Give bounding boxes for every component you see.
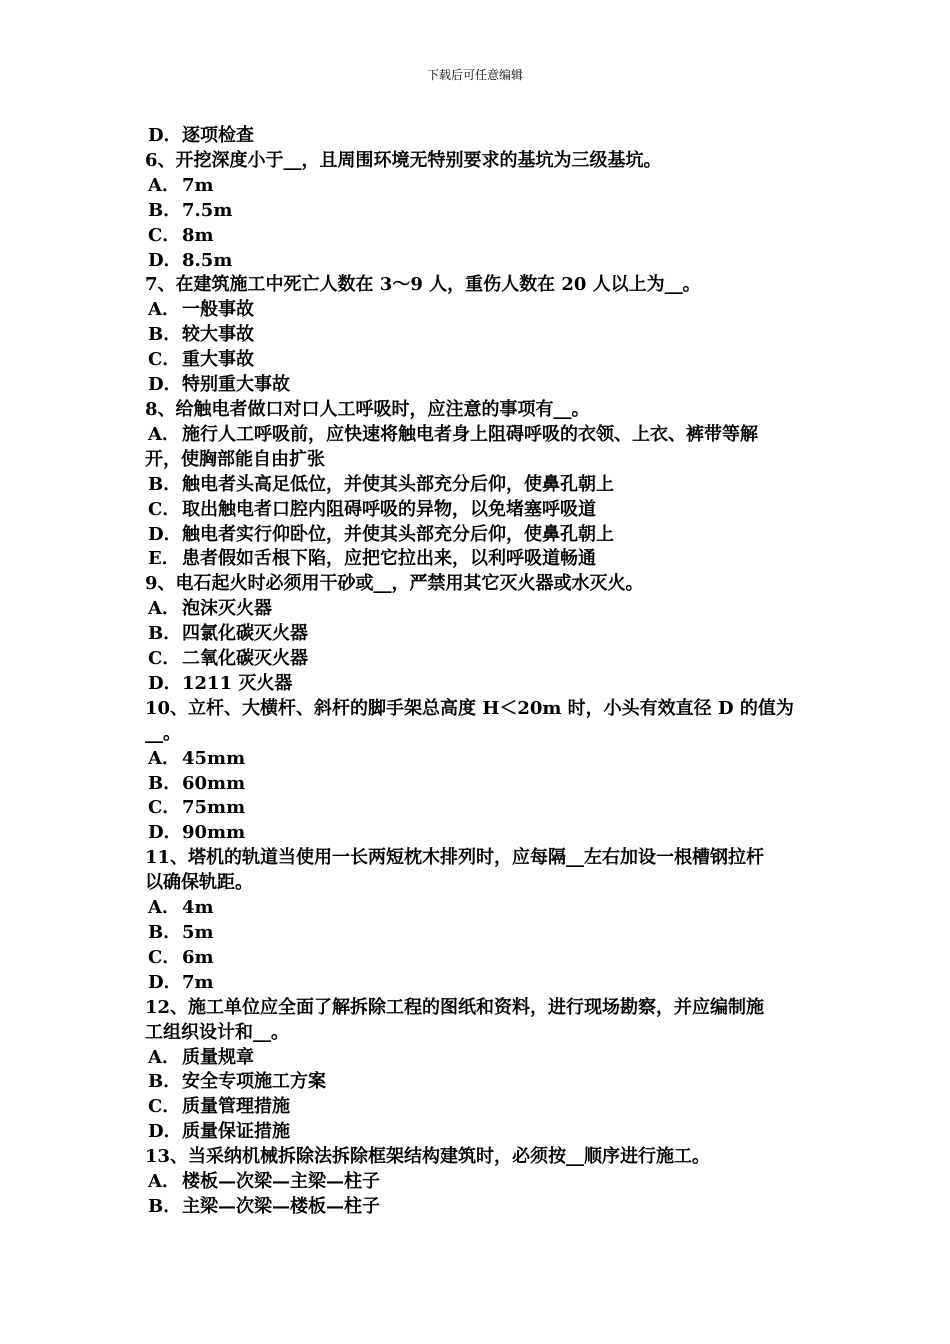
question-text <box>145 273 815 298</box>
option-text: 安全专项施工方案 <box>182 1071 326 1093</box>
option-letter: C． <box>148 349 181 371</box>
option-letter: D． <box>148 1121 182 1143</box>
option-text: 触电者头高足低位，并使其头部充分后仰，使鼻孔朝上 <box>182 473 614 495</box>
answer-option <box>145 1070 815 1095</box>
option-text: 二氧化碳灭火器 <box>182 648 308 670</box>
option-letter: A． <box>148 423 180 445</box>
answer-option <box>145 971 815 996</box>
answer-option <box>145 523 815 548</box>
question-text <box>145 149 815 174</box>
answer-option <box>145 647 815 672</box>
option-letter: C． <box>148 797 181 819</box>
option-letter: B． <box>148 199 182 221</box>
answer-option <box>145 174 815 199</box>
question-line: 8、给触电者做口对口人工呼吸时，应注意的事项有__。 <box>145 398 590 420</box>
question-text <box>145 846 815 871</box>
answer-option <box>145 1120 815 1145</box>
option-letter: B． <box>148 772 182 794</box>
answer-option <box>145 821 815 846</box>
answer-option <box>145 373 815 398</box>
option-text: 四氯化碳灭火器 <box>182 623 308 645</box>
question-line: 9、电石起火时必须用干砂或__，严禁用其它灭火器或水灭火。 <box>145 573 644 595</box>
option-text: 75mm <box>182 797 246 819</box>
question-line: 12、施工单位应全面了解拆除工程的图纸和资料，进行现场勘察，并应编制施 <box>145 996 765 1018</box>
option-letter: D． <box>148 249 182 271</box>
option-text: 特别重大事故 <box>182 374 290 396</box>
answer-option <box>145 547 815 572</box>
option-letter: B． <box>148 1195 182 1217</box>
option-text: 质量管理措施 <box>182 1096 290 1118</box>
option-text: 8m <box>182 224 214 246</box>
option-text: 5m <box>182 922 214 943</box>
option-letter: B． <box>148 922 182 943</box>
option-letter: B． <box>148 324 182 346</box>
answer-option <box>145 1095 815 1120</box>
option-text: 60mm <box>182 772 246 794</box>
question-line: 11、塔机的轨道当使用一长两短枕木排列时，应每隔__左右加设一根槽钢拉杆 <box>145 847 765 869</box>
option-letter: A． <box>148 598 180 620</box>
option-text: 主梁—次梁—楼板—柱子 <box>182 1195 380 1217</box>
option-text: 施行人工呼吸前，应快速将触电者身上阻碍呼吸的衣领、上衣、裤带等解 <box>182 423 758 445</box>
question-line: 13、当采纳机械拆除法拆除框架结构建筑时，必须按__顺序进行施工。 <box>145 1146 711 1168</box>
answer-option <box>145 1170 815 1195</box>
answer-option <box>145 124 815 149</box>
answer-option <box>145 796 815 821</box>
option-text: 患者假如舌根下陷，应把它拉出来，以利呼吸道畅通 <box>182 548 596 570</box>
option-text: 7.5m <box>182 199 233 221</box>
option-text: 一般事故 <box>182 299 254 321</box>
option-text: 4m <box>182 897 214 919</box>
question-text <box>145 996 815 1021</box>
answer-option <box>145 1195 815 1220</box>
question-line: 6、开挖深度小于__，且周围环境无特别要求的基坑为三级基坑。 <box>145 149 662 171</box>
option-text: 质量规章 <box>182 1046 254 1068</box>
answer-option <box>145 1046 815 1071</box>
option-letter: A． <box>148 897 180 919</box>
question-text <box>145 1145 815 1170</box>
question-text <box>145 1021 815 1046</box>
option-letter: B． <box>148 1071 182 1093</box>
option-text: 质量保证措施 <box>182 1121 290 1143</box>
option-letter: E． <box>148 548 180 570</box>
option-text: 泡沫灭火器 <box>182 598 272 620</box>
answer-option <box>145 224 815 249</box>
option-letter: D． <box>148 374 182 396</box>
question-text <box>145 871 815 896</box>
question-text <box>145 722 815 747</box>
page-header: 下载后可任意编辑 <box>426 68 523 82</box>
answer-option <box>145 423 815 448</box>
answer-option <box>145 896 815 921</box>
option-letter: B． <box>148 623 182 645</box>
question-line: 工组织设计和__。 <box>145 1021 289 1043</box>
option-letter: A． <box>148 1171 180 1193</box>
answer-option <box>145 348 815 373</box>
option-text: 逐项检查 <box>182 125 254 146</box>
option-text: 8.5m <box>182 249 233 271</box>
question-line: __。 <box>145 722 181 744</box>
question-text <box>145 697 815 722</box>
answer-option <box>145 199 815 224</box>
option-letter: C． <box>148 498 181 520</box>
option-letter: C． <box>148 1096 181 1118</box>
answer-option <box>145 921 815 946</box>
option-text: 1211 灭火器 <box>182 672 293 694</box>
option-letter: B． <box>148 473 182 495</box>
question-text <box>145 572 815 597</box>
option-text: 楼板—次梁—主梁—柱子 <box>182 1171 380 1193</box>
question-line: 以确保轨距。 <box>145 872 253 894</box>
answer-option <box>145 498 815 523</box>
option-letter: C． <box>148 224 181 246</box>
option-text: 90mm <box>182 822 246 844</box>
option-text: 触电者实行仰卧位，并使其头部充分后仰，使鼻孔朝上 <box>182 523 614 545</box>
option-letter: A． <box>148 1046 180 1068</box>
option-letter: D． <box>148 822 182 844</box>
option-text: 45mm <box>182 747 246 769</box>
option-text: 较大事故 <box>182 324 254 346</box>
answer-option <box>145 298 815 323</box>
option-text: 重大事故 <box>182 349 254 371</box>
question-line: 开，使胸部能自由扩张 <box>145 448 325 470</box>
answer-option <box>145 323 815 348</box>
option-letter: A． <box>148 299 180 321</box>
answer-option <box>145 946 815 971</box>
option-letter: D． <box>148 672 182 694</box>
answer-option <box>145 597 815 622</box>
option-letter: A． <box>148 174 180 196</box>
option-text: 取出触电者口腔内阻碍呼吸的异物，以免堵塞呼吸道 <box>182 498 596 520</box>
option-letter: A． <box>148 747 180 769</box>
option-letter: D． <box>148 971 182 993</box>
answer-option <box>145 747 815 772</box>
option-text: 7m <box>182 971 214 993</box>
question-text <box>145 448 815 473</box>
option-text: 7m <box>182 174 214 196</box>
question-text <box>145 398 815 423</box>
answer-option <box>145 772 815 797</box>
answer-option <box>145 622 815 647</box>
question-line: 10、立杆、大横杆、斜杆的脚手架总高度 H＜20m 时，小头有效直径 D 的值为 <box>145 697 794 719</box>
option-letter: C． <box>148 648 181 670</box>
question-line: 7、在建筑施工中死亡人数在 3～9 人，重伤人数在 20 人以上为__。 <box>145 274 701 296</box>
option-letter: D． <box>148 523 182 545</box>
answer-option <box>145 249 815 274</box>
answer-option <box>145 473 815 498</box>
option-letter: D． <box>148 125 182 146</box>
option-letter: C． <box>148 946 181 968</box>
answer-option <box>145 672 815 697</box>
option-text: 6m <box>182 946 214 968</box>
question-list <box>145 124 815 1220</box>
